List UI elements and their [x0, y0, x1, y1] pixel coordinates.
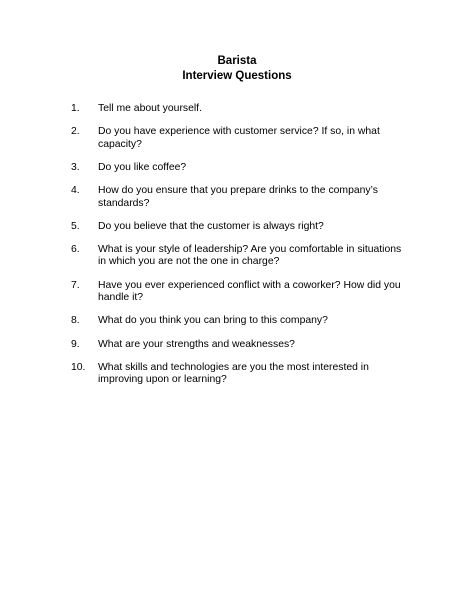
question-text: What are your strengths and weaknesses? — [98, 338, 295, 350]
question-text: Do you have experience with customer service? If so, in what capacity? — [98, 126, 380, 150]
question-number: 4. — [71, 185, 80, 197]
question-number: 5. — [71, 220, 80, 232]
question-item-2 — [71, 126, 411, 151]
question-text: Tell me about yourself. — [98, 103, 202, 114]
question-item-7 — [71, 280, 411, 305]
question-item-3 — [71, 162, 411, 175]
question-item-6 — [71, 244, 411, 269]
question-item-9 — [71, 339, 411, 352]
question-item-4 — [71, 185, 411, 210]
question-item-5 — [71, 221, 411, 234]
question-text: Do you believe that the customer is always right? — [98, 220, 324, 232]
question-number: 9. — [71, 338, 80, 350]
question-number: 7. — [71, 279, 80, 291]
question-text: Have you ever experienced conflict with a coworker? How did you handle it? — [98, 279, 401, 304]
question-item-1 — [71, 103, 411, 116]
question-text: What is your style of leadership? Are you comfortable in situations in which you are not the one in charge? — [98, 243, 402, 268]
question-item-10 — [71, 362, 411, 387]
question-number: 8. — [71, 315, 80, 327]
question-text: How do you ensure that you prepare drinks to the company’s standards? — [98, 185, 378, 209]
question-item-8 — [71, 315, 411, 328]
question-number: 10. — [71, 361, 86, 373]
question-number: 3. — [71, 161, 80, 173]
question-text: What skills and technologies are you the most interested in improving upon or learning? — [98, 361, 369, 386]
title-line-2: Interview Questions — [182, 70, 292, 82]
document-title — [0, 54, 474, 84]
question-number: 6. — [71, 243, 80, 255]
question-text: Do you like coffee? — [98, 161, 187, 173]
question-number: 2. — [71, 126, 80, 138]
question-text: What do you think you can bring to this company? — [98, 315, 328, 327]
question-list — [71, 103, 411, 397]
title-line-1: Barista — [217, 55, 257, 67]
question-number: 1. — [71, 103, 80, 114]
